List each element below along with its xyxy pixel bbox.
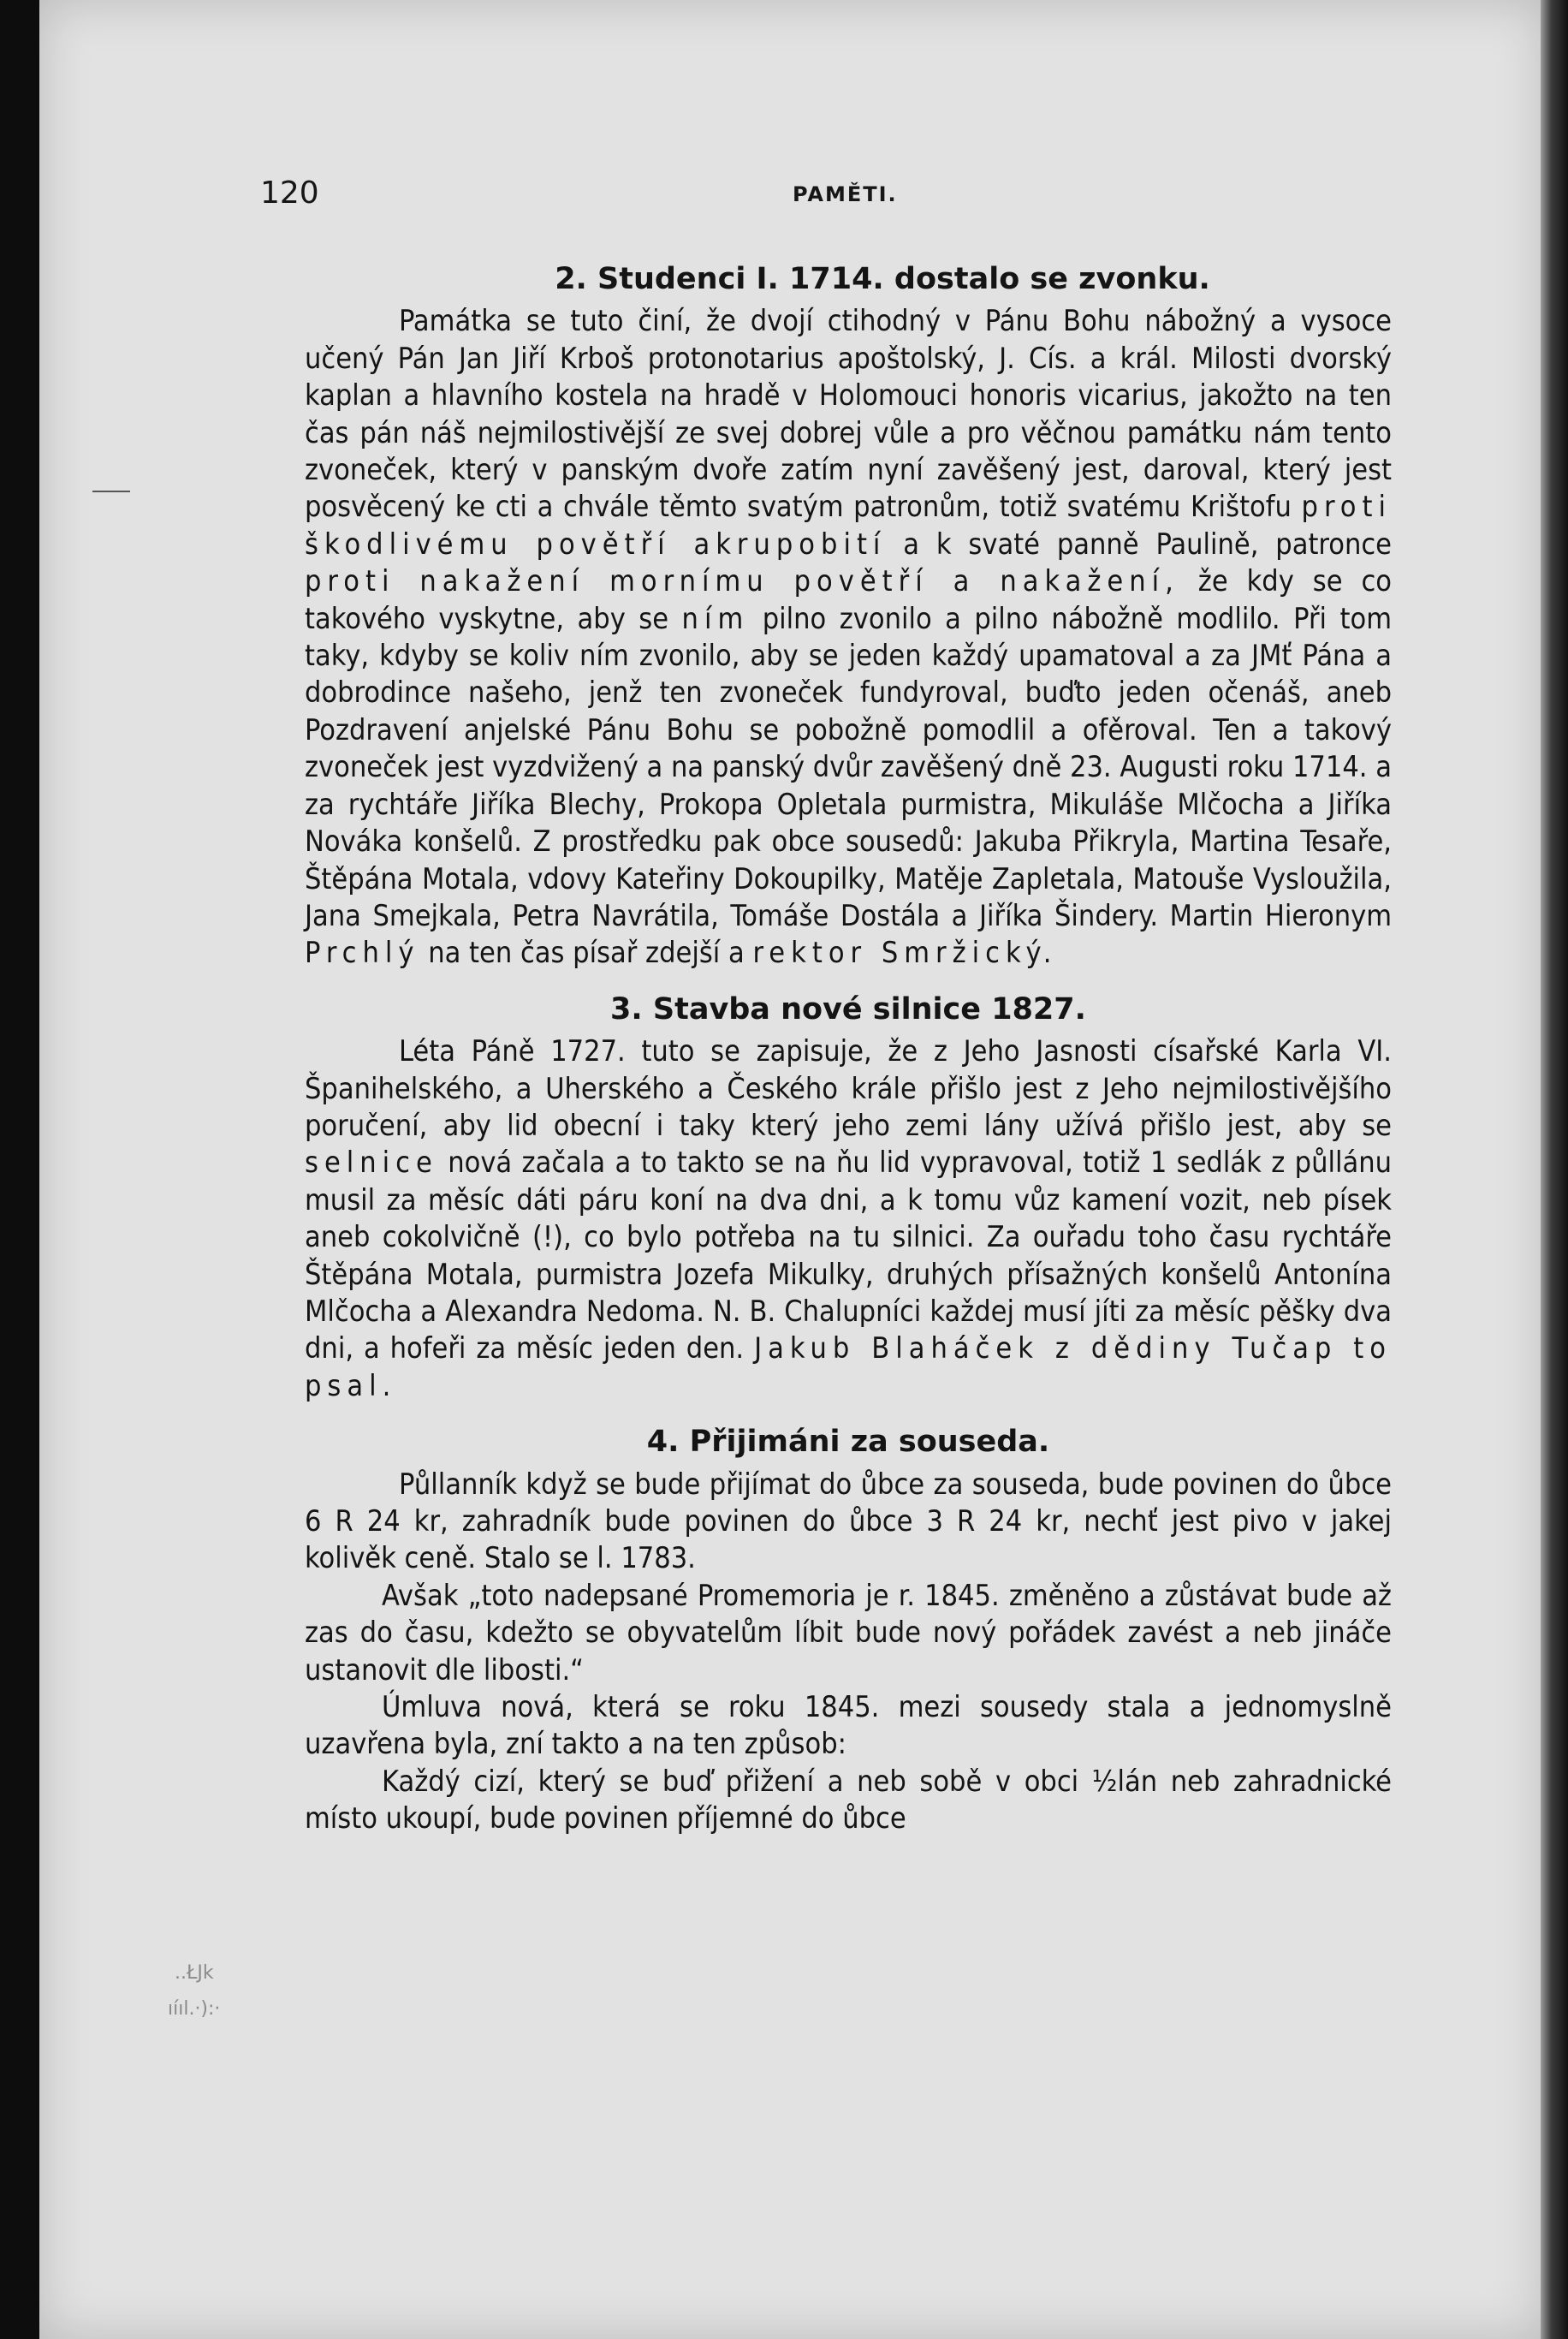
paragraph-silnice: Léta Páně 1727. tuto se zapisuje, že z Jeho Jasnosti císařské Karla VI. Španihelského, a Uherského a Českého krále přišlo jest z Jeho nejmilostivějšího poručení, aby lid obecní i taky který jeho zemi lány užívá přišlo jest, aby se selnice nová začala a to takto se na ňu lid vypravoval, totiž 1 sedlák z půllánu musil za měsíc dáti páru koní na dva dni, a k tomu vůz kamení vozit, neb písek aneb cokolvičně (!), co bylo potřeba na tu silnici. Za ouřadu toho času rychtáře Štěpána Motala, purmistra Jozefa Mikulky, druhých přísažných konšelů Antonína Mlčocha a Alexandra Nedoma. N. B. Chalupníci každej musí jíti za měsíc pěšky dva dni, a hofeři za měsíc jeden den. Jakub Blaháček z dědiny Tučap to psal.	[305, 1034, 1393, 1403]
margin-note: ıíıl.·):·	[168, 1998, 221, 2020]
margin-tick-mark	[92, 491, 130, 492]
section-heading-prijimani: 4. Přijimáni za souseda.	[646, 1425, 1050, 1460]
running-title: PAMĚTI.	[793, 182, 898, 206]
section-heading-silnice: 3. Stavba nové silnice 1827.	[610, 991, 1086, 1027]
paragraph-umluva: Úmluva nová, která se roku 1845. mezi sousedy stala a jednomyslně uzavřena byla, zní takto a na ten způsob:	[305, 1690, 1392, 1762]
margin-note: ..ŁJk	[175, 1962, 214, 1984]
page-body	[305, 261, 1392, 1838]
section-heading-studenci: 2. Studenci I. 1714. dostalo se zvonku.	[555, 262, 1210, 296]
page-number: 120	[260, 176, 319, 211]
paragraph-zvonek: Památka se tuto činí, že dvojí ctihodný v Pánu Bohu nábožný a vysoce učený Pán Jan Jiří Krboš protonotarius apoštolský, J. Cís. a král. Milosti dvorský kaplan a hlavního kostela na hradě v Holomouci honoris vicarius, jakožto na ten čas pán náš nejmilostivější ze svej dobrej vůle a pro věčnou památku nám tento zvoneček, který v panským dvoře zatím nyní zavěšený jest, daroval, který jest posvěcený ke cti a chvále těmto svatým patronům, totiž svatému Krištofu proti škodlivému povětří akrupobití a k svaté panně Paulině, patronce proti nakažení mornímu povětří a nakažení, že kdy se co takového vyskytne, aby se ním pilno zvonilo a pilno nábožně modlilo. Při tom taky, kdyby se koliv ním zvonilo, aby se jeden každý upamatoval a za JMť Pána a dobrodince našeho, jenž ten zvoneček fundyroval, buďto jeden očenáš, aneb Pozdravení anjelské Pánu Bohu se pobožně pomodlil a ofěroval. Ten a takový zvoneček jest vyzdvižený a na panský dvůr zavěšený dně 23. Augusti roku 1714. a za rychtáře Jiříka Blechy, Prokopa Opletala purmistra, Mikuláše Mlčocha a Jiříka Nováka konšelů. Z prostředku pak obce sousedů: Jakuba Přikryla, Martina Tesaře, Štěpána Motala, vdovy Kateřiny Dokoupilky, Matěje Zapletala, Matouše Vysloužila, Jana Smejkala, Petra Navrátila, Tomáše Dostála a Jiříka Šindery. Martin Hieronym Prchlý na ten čas písař zdejší a rektor Smržický.	[305, 304, 1392, 971]
book-binding-edge	[1541, 0, 1568, 2339]
paragraph-kazdy: Každý cizí, který se buď přižení a neb sobě v obci ½lán neb zahradnické místo ukoupí, bude povinen příjemné do ůbce	[305, 1764, 1392, 1836]
running-header	[39, 176, 1546, 227]
book-page	[39, 0, 1546, 2339]
paragraph-pullannik: Půllanník když se bude přijímat do ůbce za souseda, bude povinen do ůbce 6 R 24 kr, zahradník bude povinen do ůbce 3 R 24 kr, nechť jest pivo v jakej kolivěk ceně. Stalo se l. 1783.	[305, 1467, 1392, 1576]
paragraph-avsak: Avšak „toto nadepsané Promemoria je r. 1845. změněno a zůstávat bude až zas do času, kdežto se obyvatelům líbit bude nový pořádek zavést a neb jináče ustanovit dle libosti.“	[305, 1578, 1392, 1687]
